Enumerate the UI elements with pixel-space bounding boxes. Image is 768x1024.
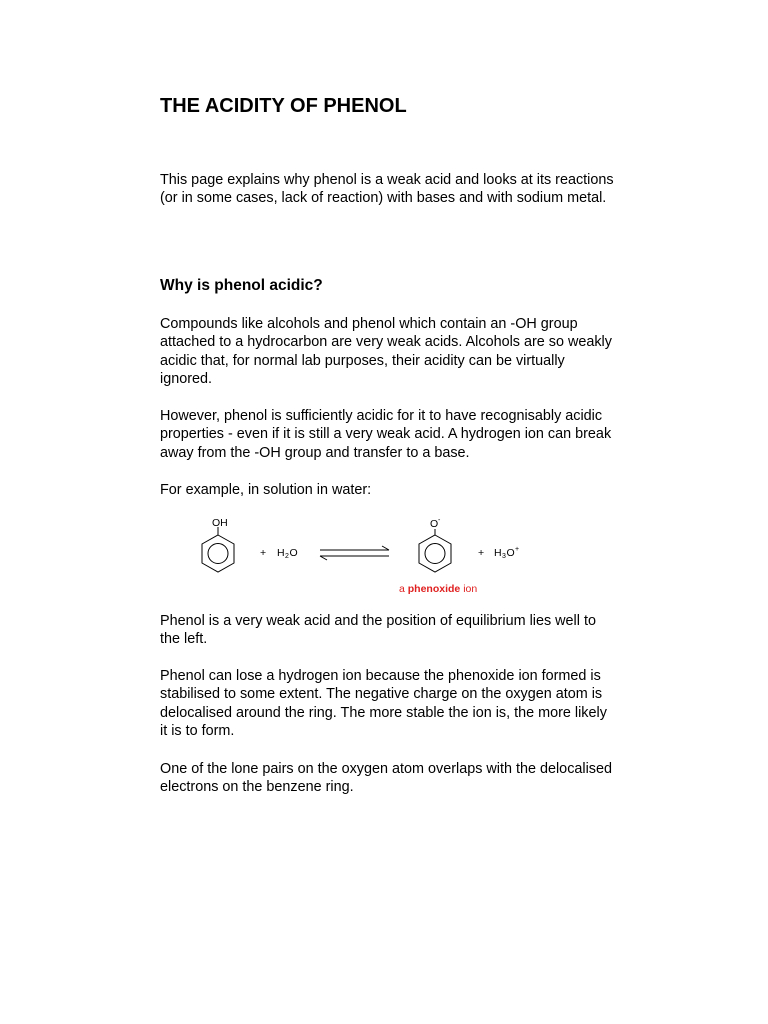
intro-paragraph: This page explains why phenol is a weak acid and looks at its reactions (or in some cases, lack of reaction) with bases and with sodium metal. bbox=[160, 172, 614, 207]
water-h: H bbox=[277, 547, 285, 559]
phenol-water-equilibrium-equation bbox=[196, 512, 536, 602]
phenol-benzene-ring bbox=[202, 527, 234, 572]
equation-diagram bbox=[196, 512, 536, 602]
hydroxonium-positive-charge: + bbox=[515, 546, 520, 553]
plus-sign-1: + bbox=[260, 547, 267, 559]
section-heading: Why is phenol acidic? bbox=[160, 277, 323, 294]
hydroxonium-subscript: 3 bbox=[502, 553, 506, 560]
phenoxide-benzene-ring bbox=[419, 529, 451, 572]
plus-sign-2: + bbox=[478, 547, 485, 559]
hydroxonium-formula bbox=[494, 546, 519, 560]
stabilised-paragraph: Phenol can lose a hydrogen ion because the phenoxide ion formed is stabilised to some extent. The negative charge on the oxygen atom is delocalised around the ring. The more stable the ion is, the more likely it is to form. bbox=[160, 668, 607, 739]
hydroxonium-o: O bbox=[506, 547, 515, 559]
hydroxonium-h: H bbox=[494, 547, 502, 559]
phenoxide-caption-ion: ion bbox=[460, 583, 478, 595]
water-formula bbox=[277, 547, 298, 560]
phenoxide-caption-article: a bbox=[399, 583, 408, 595]
lone-pairs-paragraph: One of the lone pairs on the oxygen atom overlaps with the delocalised electrons on the benzene ring. bbox=[160, 761, 612, 796]
example-paragraph: For example, in solution in water: bbox=[160, 482, 372, 498]
phenol-acidic-paragraph: However, phenol is sufficiently acidic for it to have recognisably acidic properties - even if it is still a very weak acid. A hydrogen ion can break away from the -OH group and transfer to a base. bbox=[160, 408, 612, 461]
phenoxide-ion-caption bbox=[399, 583, 477, 595]
alcohols-paragraph: Compounds like alcohols and phenol which contain an -OH group attached to a hydrocarbon are very weak acids. Alcohols are so weakly acidic that, for normal lab purposes, their acidity can be virtually ignored. bbox=[160, 316, 612, 387]
equilibrium-arrows bbox=[320, 546, 389, 560]
phenoxide-oxygen: O bbox=[430, 518, 439, 530]
phenoxide-negative-charge: - bbox=[438, 517, 441, 524]
water-subscript: 2 bbox=[285, 553, 289, 560]
phenoxide-caption-word: phenoxide bbox=[407, 583, 461, 595]
equilibrium-paragraph: Phenol is a very weak acid and the position of equilibrium lies well to the left. bbox=[160, 613, 596, 648]
page-title: THE ACIDITY OF PHENOL bbox=[160, 95, 407, 117]
phenol-oh-group: OH bbox=[212, 517, 228, 529]
water-o: O bbox=[289, 547, 298, 559]
